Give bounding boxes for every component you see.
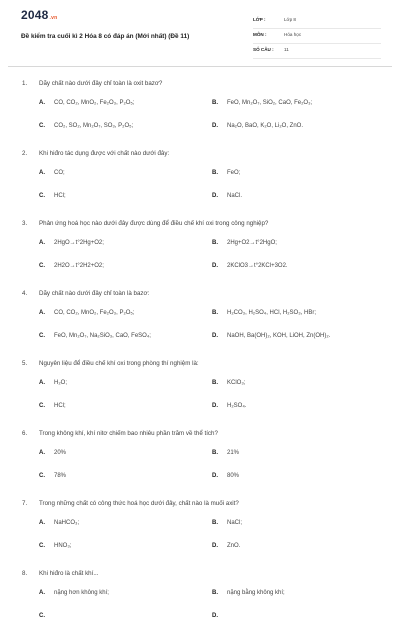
option-a[interactable]: A. nặng hơn không khí; — [39, 590, 109, 596]
option-b[interactable]: B. 21% — [212, 450, 240, 456]
question-number: 4. — [22, 290, 28, 297]
question — [0, 500, 400, 570]
question — [0, 360, 400, 430]
question — [0, 570, 400, 640]
question-number: 2. — [22, 150, 28, 157]
question-number: 6. — [22, 430, 28, 437]
option-a[interactable]: A. H₂O; — [39, 380, 67, 386]
option-d[interactable]: D. 2KClO3→t°2KCl+3O2. — [212, 263, 288, 269]
meta-row-subject — [253, 29, 381, 44]
question-text: Phản ứng hoá học nào dưới đây được dùng để điều chế khí oxi trong công nghiệp? — [39, 220, 269, 227]
meta-row-class — [253, 14, 381, 29]
option-d[interactable]: D. NaOH, Ba(OH)₂, KOH, LiOH, Zn(OH)₂. — [212, 333, 331, 339]
option-d[interactable]: D. ZnO. — [212, 543, 241, 549]
meta-key: MÔN : — [253, 32, 267, 37]
option-d[interactable]: D. Na₂O, BaO, K₂O, Li₂O, ZnO. — [212, 123, 304, 129]
question-list — [0, 80, 400, 640]
option-b[interactable]: B. FeO; — [212, 170, 241, 176]
meta-value: Hóa học — [284, 32, 302, 37]
option-b[interactable]: B. FeO, Mn₂O₇, SiO₂, CaO, Fe₂O₃; — [212, 100, 313, 106]
question — [0, 430, 400, 500]
option-b[interactable]: B. KClO₃; — [212, 380, 246, 386]
option-d[interactable]: D. H₂SO₄. — [212, 403, 247, 409]
option-c[interactable]: C. CO₂, SO₂, Mn₂O₇, SO₃, P₂O₅; — [39, 123, 134, 129]
option-d[interactable]: D. — [212, 613, 218, 619]
option-c[interactable]: C. 2H2O→t°2H2+O2; — [39, 263, 104, 269]
question — [0, 220, 400, 290]
option-a[interactable]: A. CO; — [39, 170, 65, 176]
question-text: Khi hiđro tác dụng được với chất nào dưới đây: — [39, 150, 170, 157]
meta-key: LỚP : — [253, 17, 266, 22]
logo-suffix: .vn — [49, 15, 58, 21]
option-d[interactable]: D. 80% — [212, 473, 240, 479]
question-number: 8. — [22, 570, 28, 577]
option-c[interactable]: C. HNO₃; — [39, 543, 72, 549]
question-text: Nguyên liệu để điều chế khí oxi trong phòng thí nghiệm là: — [39, 360, 199, 367]
option-a[interactable]: A. NaHCO₃; — [39, 520, 80, 526]
option-a[interactable]: A. CO, CO₂, MnO₂, Fe₂O₃, P₂O₅; — [39, 100, 135, 106]
option-b[interactable]: B. 2Hg+O2→t°2HgO; — [212, 240, 277, 246]
option-c[interactable]: C. — [39, 613, 45, 619]
question-text: Dãy chất nào dưới đây chỉ toàn là oxit bazơ? — [39, 80, 163, 87]
question — [0, 290, 400, 360]
page-title: Đề kiểm tra cuối kì 2 Hóa 8 có đáp án (Mới nhất) (Đề 11) — [21, 33, 190, 40]
site-logo[interactable]: 2048.vn — [21, 8, 58, 22]
question-number: 3. — [22, 220, 28, 227]
meta-value: 11 — [284, 47, 289, 52]
page-header — [0, 0, 400, 64]
question — [0, 150, 400, 220]
option-b[interactable]: B. NaCl; — [212, 520, 243, 526]
question — [0, 80, 400, 150]
option-b[interactable]: B. H₂CO₃, H₂SO₄, HCl, H₂SO₃, HBr; — [212, 310, 316, 316]
option-a[interactable]: A. CO, CO₂, MnO₂, Fe₂O₃, P₂O₅; — [39, 310, 135, 316]
option-a[interactable]: A. 2HgO→t°2Hg+O2; — [39, 240, 104, 246]
question-text: Trong không khí, khí nitơ chiếm bao nhiêu phần trăm về thể tích? — [39, 430, 218, 437]
option-c[interactable]: C. 78% — [39, 473, 67, 479]
option-c[interactable]: C. HCl; — [39, 193, 66, 199]
meta-row-count — [253, 44, 381, 59]
question-text: Dãy chất nào dưới đây chỉ toàn là bazơ: — [39, 290, 150, 297]
meta-value: Lớp 8 — [284, 17, 296, 22]
question-number: 5. — [22, 360, 28, 367]
meta-key: SỐ CÂU : — [253, 47, 274, 52]
question-number: 1. — [22, 80, 28, 87]
option-b[interactable]: B. nặng bằng không khí; — [212, 590, 285, 596]
option-c[interactable]: C. HCl; — [39, 403, 66, 409]
option-d[interactable]: D. NaCl. — [212, 193, 243, 199]
question-text: Khi hiđro là chất khí... — [39, 570, 99, 577]
option-a[interactable]: A. 20% — [39, 450, 67, 456]
header-divider — [8, 66, 392, 67]
question-text: Trong những chất có công thức hoá học dưới đây, chất nào là muối axit? — [39, 500, 239, 507]
exam-meta-table — [253, 14, 381, 59]
option-c[interactable]: C. FeO, Mn₂O₇, Na₂SiO₃, CaO, FeSO₄; — [39, 333, 151, 339]
question-number: 7. — [22, 500, 28, 507]
